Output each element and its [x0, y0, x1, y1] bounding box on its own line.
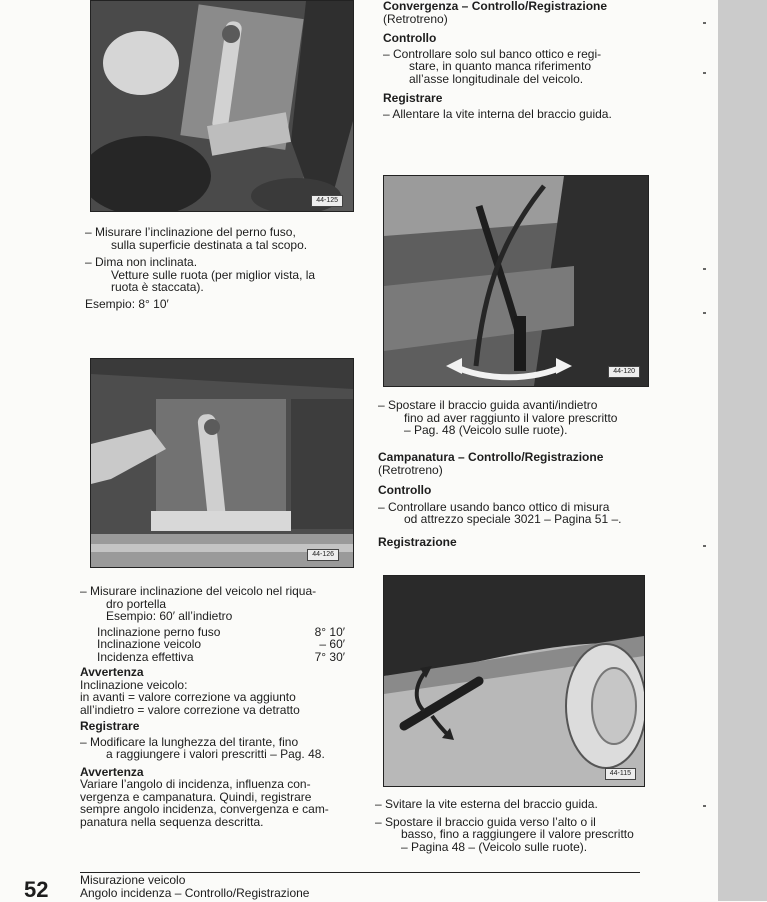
step-optical-bench-3021: – Controllare usando banco ottico di misura od attrezzo speciale 3021 – Pagina 51 –.: [378, 499, 622, 526]
camber-section: [378, 451, 678, 548]
table-row: Incidenza effettiva 7° 30′: [97, 649, 345, 664]
adjust-title: Registrare: [383, 91, 443, 105]
warning-title: Avvertenza: [80, 764, 144, 779]
step-modify-tie-rod: – Modificare la lunghezza del tirante, fino a raggiungere i valori prescritti – Pag. 48.: [80, 734, 325, 761]
table-row: Inclinazione perno fuso 8° 10′: [97, 624, 345, 639]
step-move-arm-vertical: – Spostare il braccio guida verso l’alto o il basso, fino a raggiungere il valore prescritto – Pagina 48 – (Veicolo sulle ruote).: [375, 814, 634, 854]
step-move-arm: – Spostare il braccio guida avanti/indietro fino ad aver raggiunto il valore prescritto – Pag. 48 (Veicolo sulle ruote).: [378, 398, 618, 437]
section-subtitle: (Retrotreno): [378, 462, 443, 477]
camber-adjust-instructions: [375, 798, 675, 853]
step-gauge-not-inclined: – Dima non inclinata. Vetture sulle ruota (per miglior vista, la ruota è staccata).: [85, 255, 316, 294]
toe-section: [383, 0, 683, 120]
page-number: 52: [24, 877, 49, 902]
step-optical-bench: – Controllare solo sul banco ottico e regi- stare, in quanto manca riferimento all’asse longitudinale del veicolo.: [383, 46, 602, 86]
example-kingpin: Esempio: 8° 10′: [85, 296, 169, 311]
section-title: Convergenza – Controllo/Registrazione: [383, 0, 608, 13]
check-title: Controllo: [383, 31, 437, 45]
table-row: Inclinazione veicolo – 60′: [97, 637, 345, 651]
inclination-table: [80, 626, 345, 664]
step-measure-vehicle: – Misurare inclinazione del veicolo nel riqua- dro portella Esempio: 60′ all’indietro: [80, 584, 317, 623]
warning-text: Variare l’angolo di incidenza, influenza con- vergenza e campanatura. Quindi, registrare sempre angolo incidenza, convergenza e cam- panatura nella sequenza descritta.: [80, 777, 329, 829]
photo-label-44-115: 44-115: [605, 768, 636, 780]
photo-camber-adjustment: [383, 575, 645, 787]
adjust-title: Registrare: [80, 719, 140, 733]
check-title: Controllo: [378, 483, 432, 497]
page-edge-band: [718, 0, 767, 901]
section-title: Campanatura – Controllo/Registrazione: [378, 450, 604, 464]
warning-title: Avvertenza: [80, 665, 144, 679]
photo-door-frame-gauge: [90, 358, 354, 568]
photo-rear-axle-guide-arm: [383, 175, 649, 387]
step-unscrew-outer: – Svitare la vite esterna del braccio guida.: [375, 797, 598, 811]
warning-text: Inclinazione veicolo: in avanti = valore correzione va aggiunto all’indietro = valore correzione va detratto: [80, 677, 300, 717]
photo-label-44-125: 44-125: [311, 195, 343, 207]
footer-title: Misurazione veicolo Angolo incidenza – Controllo/Registrazione: [80, 873, 310, 900]
move-arm-instructions: [378, 399, 678, 437]
photo-label-44-120: 44-120: [608, 366, 640, 378]
vehicle-inclination-instructions: [80, 585, 350, 828]
section-subtitle: (Retrotreno): [383, 11, 448, 26]
photo-kingpin-gauge: [90, 0, 354, 212]
photo-label-44-126: 44-126: [307, 549, 339, 561]
kingpin-instructions: [85, 226, 355, 310]
adjust-title: Registrazione: [378, 534, 457, 549]
step-measure-kingpin: – Misurare l’inclinazione del perno fuso, sulla superficie destinata a tal scopo.: [85, 225, 308, 252]
step-loosen-inner-screw: – Allentare la vite interna del braccio guida.: [383, 106, 612, 121]
